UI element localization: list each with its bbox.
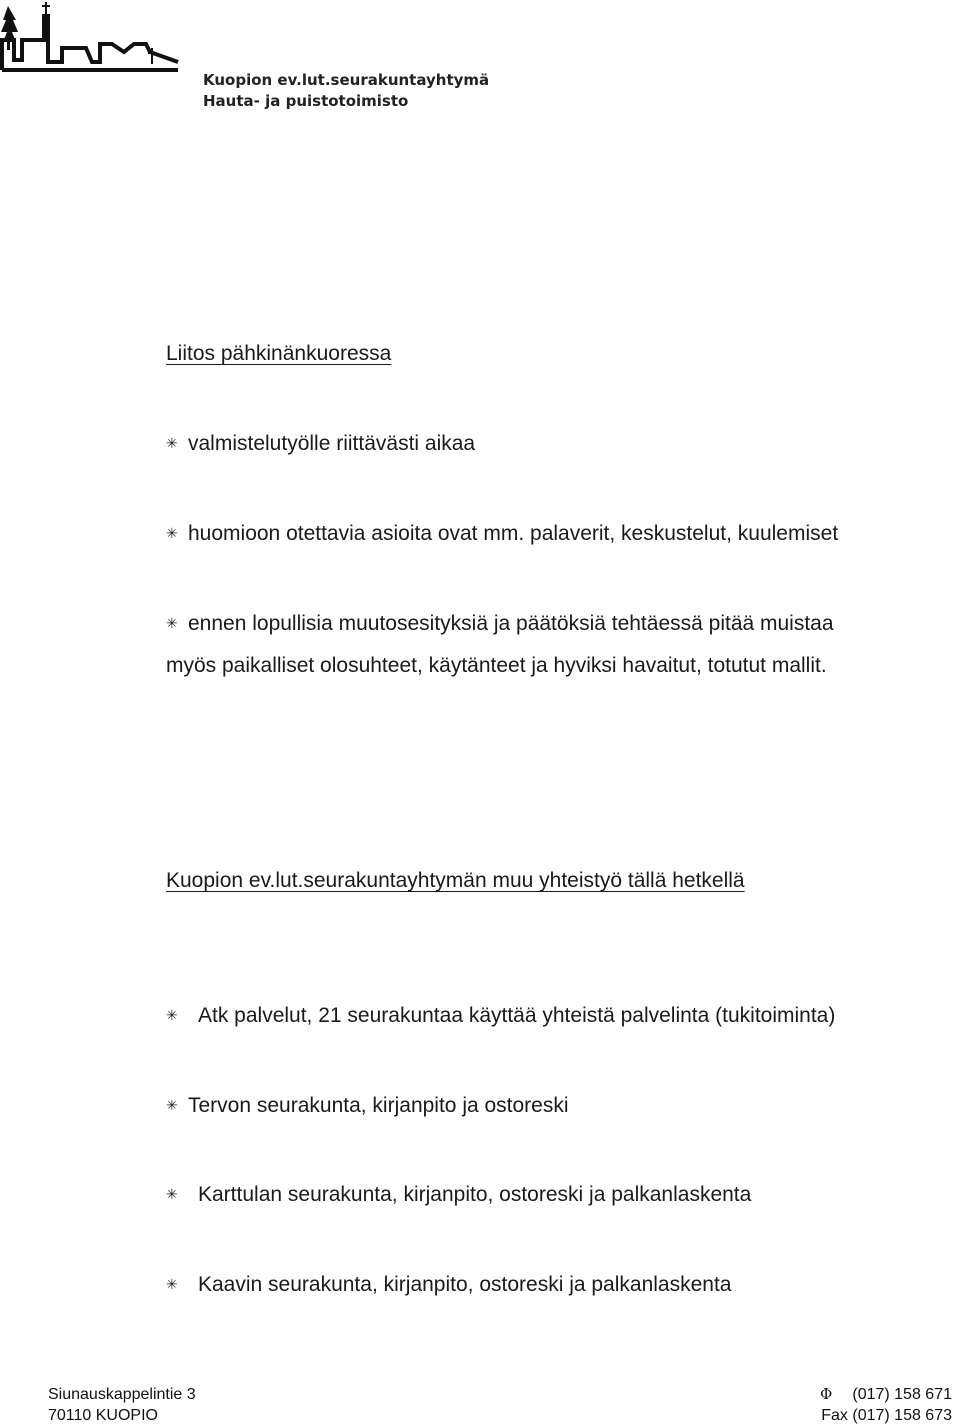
phone-icon: Φ (820, 1385, 833, 1403)
organization-name: Kuopion ev.lut.seurakuntayhtymä (203, 71, 490, 89)
footer-phone-line (820, 1384, 952, 1405)
asterisk-bullet-icon: ✳ (166, 1186, 178, 1202)
asterisk-bullet-icon: ✳ (166, 435, 178, 451)
footer-street: Siunauskappelintie 3 (48, 1386, 196, 1403)
asterisk-bullet-icon: ✳ (166, 1276, 178, 1292)
list-item: ✳ valmistelutyölle riittävästi aikaa (166, 432, 476, 455)
section-title-merger: Liitos pähkinänkuoressa (166, 342, 392, 365)
church-skyline-logo-icon (0, 0, 180, 72)
asterisk-bullet-icon: ✳ (166, 1097, 178, 1113)
section-title-cooperation: Kuopion ev.lut.seurakuntayhtymän muu yhteistyö tällä hetkellä (166, 869, 745, 892)
list-item: ✳ Atk palvelut, 21 seurakuntaa käyttää yhteistä palvelinta (tukitoiminta) (166, 1004, 836, 1027)
department-name: Hauta- ja puistotoimisto (203, 92, 409, 110)
asterisk-bullet-icon: ✳ (166, 1007, 178, 1023)
list-item: ✳ huomioon otettavia asioita ovat mm. palaverit, keskustelut, kuulemiset (166, 522, 839, 545)
footer-fax: Fax (017) 158 673 (821, 1407, 952, 1424)
asterisk-bullet-icon: ✳ (166, 615, 178, 631)
list-item: ✳ ennen lopullisia muutosesityksiä ja päätöksiä tehtäessä pitää muistaa (166, 612, 834, 635)
list-item-continuation: myös paikalliset olosuhteet, käytänteet ja hyviksi havaitut, totutut mallit. (166, 654, 827, 677)
asterisk-bullet-icon: ✳ (166, 525, 178, 541)
footer-postal: 70110 KUOPIO (48, 1407, 158, 1424)
footer-contact (820, 1384, 952, 1426)
footer-phone: (017) 158 671 (852, 1386, 952, 1403)
list-item: ✳ Tervon seurakunta, kirjanpito ja ostoreski (166, 1094, 569, 1117)
footer-address (48, 1384, 196, 1426)
list-item: ✳ Kaavin seurakunta, kirjanpito, ostoreski ja palkanlaskenta (166, 1273, 732, 1296)
list-item: ✳ Karttulan seurakunta, kirjanpito, ostoreski ja palkanlaskenta (166, 1183, 752, 1206)
